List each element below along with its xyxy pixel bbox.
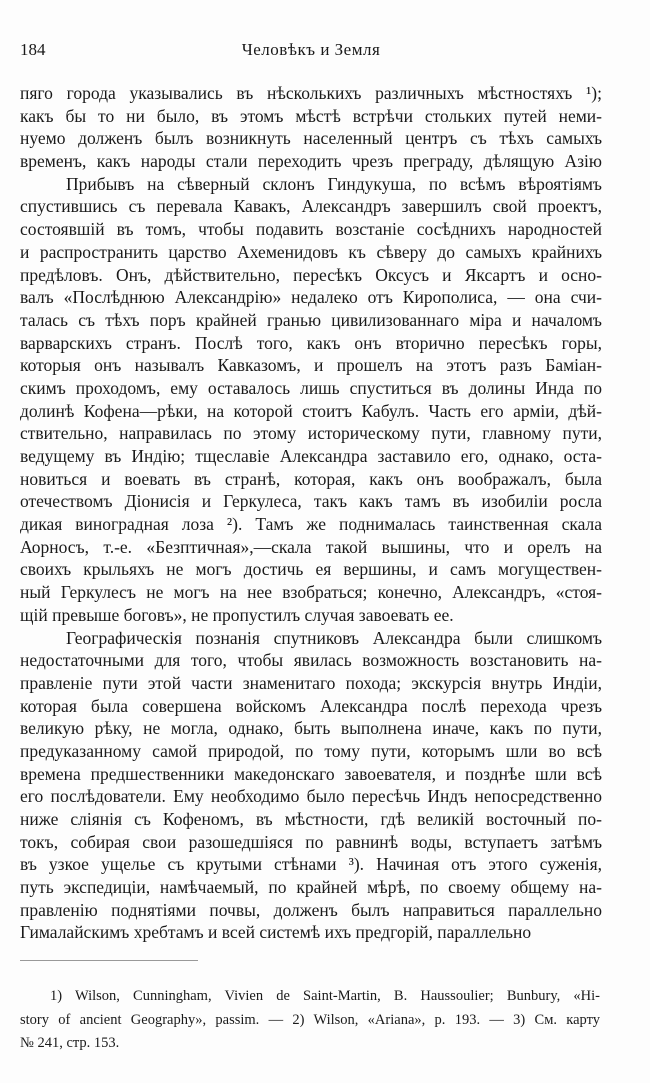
footnote-line: № 241, стр. 153. bbox=[20, 1035, 120, 1051]
footnote-divider bbox=[20, 960, 198, 961]
text-line: предѣловъ. Онъ, дѣйствительно, пересѣкъ Оксусъ и Яксартъ и осно- bbox=[20, 264, 602, 285]
text-line: которая была совершена войскомъ Александра послѣ перехода чрезъ bbox=[20, 695, 602, 716]
text-line: ный Геркулесъ не могъ на нее взобраться; конечно, Александръ, «стоя- bbox=[20, 582, 602, 603]
text-line: временъ, какъ народы стали переходить чрезъ преграду, дѣлящую Азію bbox=[20, 151, 602, 172]
text-line: какъ бы то ни было, въ этомъ мѣстѣ встрѣчи стольких путей неми- bbox=[20, 105, 602, 126]
text-line: Аорносъ, т.-е. «Безптичная»,—скала такой вышины, что и орелъ на bbox=[20, 536, 602, 557]
page-number: 184 bbox=[20, 40, 46, 59]
text-line: нуемо долженъ былъ возникнуть населенный центръ съ тѣхъ самыхъ bbox=[20, 128, 602, 149]
text-line: которыя онъ называлъ Кавказомъ, и прошелъ на этотъ разъ Баміан- bbox=[20, 355, 602, 376]
text-line: скимъ проходомъ, ему оставалось лишь спуститься въ долины Инда по bbox=[20, 377, 602, 398]
footnotes bbox=[20, 985, 600, 1056]
text-line: его послѣдователи. Ему необходимо было пересѣчь Индъ непосредственно bbox=[20, 786, 602, 807]
text-line: дикая виноградная лоза ²). Тамъ же поднималась таинственная скала bbox=[20, 514, 602, 535]
text-line: талась съ тѣхъ поръ крайней гранью цивилизованнаго міра и началомъ bbox=[20, 309, 602, 330]
running-title: Человѣкъ и Земля bbox=[241, 40, 381, 59]
text-line: и распространить царство Ахеменидовъ къ сѣверу до самыхъ крайнихъ bbox=[20, 241, 602, 262]
text-line: недостаточными для того, чтобы явилась возможность возстановить на- bbox=[20, 650, 602, 671]
text-line: правленію поднятіями почвы, долженъ былъ направиться параллельно bbox=[20, 899, 602, 920]
text-line: путь экспедиціи, намѣчаемый, по крайней мѣрѣ, по своему общему на- bbox=[20, 877, 602, 898]
text-line: своихъ крыльяхъ не могъ достичь ея вершины, и самъ могуществен- bbox=[20, 559, 602, 580]
text-line: въ узкое ущелье съ крутыми стѣнами ³). Начиная отъ этого суженія, bbox=[20, 854, 602, 875]
page-header bbox=[20, 40, 602, 64]
text-line: Гималайскимъ хребтамъ и всей системѣ ихъ предгорій, параллельно bbox=[20, 922, 532, 943]
text-line: валъ «Послѣднюю Александрію» недалеко отъ Кирополиса, — она счи- bbox=[20, 287, 602, 308]
text-line: ниже слiянія съ Кофеномъ, въ мѣстности, гдѣ великій восточный по- bbox=[20, 809, 602, 829]
text-line: времена предшественники македонскаго завоевателя, и позднѣе шли всѣ bbox=[20, 763, 602, 784]
text-line: отечествомъ Діонисія и Геркулеса, такъ какъ тамъ въ изобиліи росла bbox=[20, 491, 602, 512]
footnote-line: story of ancient Geography», passim. — 2) Wilson, «Ariana», p. 193. — 3) См. карту bbox=[20, 1011, 600, 1028]
text-line: состоявшій въ томъ, чтобы подавить возстаніе сосѣднихъ народностей bbox=[20, 219, 602, 240]
body-text bbox=[20, 82, 602, 944]
text-line: Географическія познанія спутниковъ Александра были слишкомъ bbox=[66, 627, 602, 648]
text-line: варварскихъ странъ. Послѣ того, какъ онъ вторично пересѣкъ горы, bbox=[20, 332, 602, 353]
text-line: ствительно, направилась по этому историческому пути, главному пути, bbox=[20, 423, 602, 444]
text-line: щій превыше боговъ», не пропустилъ случая завоевать ее. bbox=[20, 604, 454, 625]
text-line: пяго города указывались въ нѣсколькихъ различныхъ мѣстностяхъ ¹); bbox=[20, 83, 602, 103]
text-line: новиться и воевать въ странѣ, которая, какъ онъ воображалъ, была bbox=[20, 468, 602, 489]
text-line: Прибывъ на сѣверный склонъ Гиндукуша, по всѣмъ вѣроятіямъ bbox=[66, 173, 602, 194]
text-line: правленіе пути этой части знаменитаго похода; экскурсія внутрь Индіи, bbox=[20, 672, 602, 693]
text-line: спустившись съ перевала Кавакъ, Александръ завершилъ свой проектъ, bbox=[20, 196, 602, 217]
text-line: ведущему въ Индію; тщеславіе Александра заставило его, однако, оста- bbox=[20, 446, 602, 466]
text-line: долинѣ Кофена—рѣки, на которой стоитъ Кабулъ. Часть его арміи, дѣй- bbox=[20, 400, 602, 421]
footnote-line: 1) Wilson, Cunningham, Vivien de Saint-Martin, B. Haussoulier; Bunbury, «Hi- bbox=[50, 988, 600, 1004]
text-line: великую рѣку, не могла, однако, быть выполнена иначе, какъ по пути, bbox=[20, 718, 602, 739]
text-line: предуказанному самой природой, по тому пути, которымъ шли во всѣ bbox=[20, 740, 602, 761]
text-line: токъ, собирая свои разошедшіяся по равнинѣ воды, вступаетъ затѣмъ bbox=[20, 831, 602, 852]
